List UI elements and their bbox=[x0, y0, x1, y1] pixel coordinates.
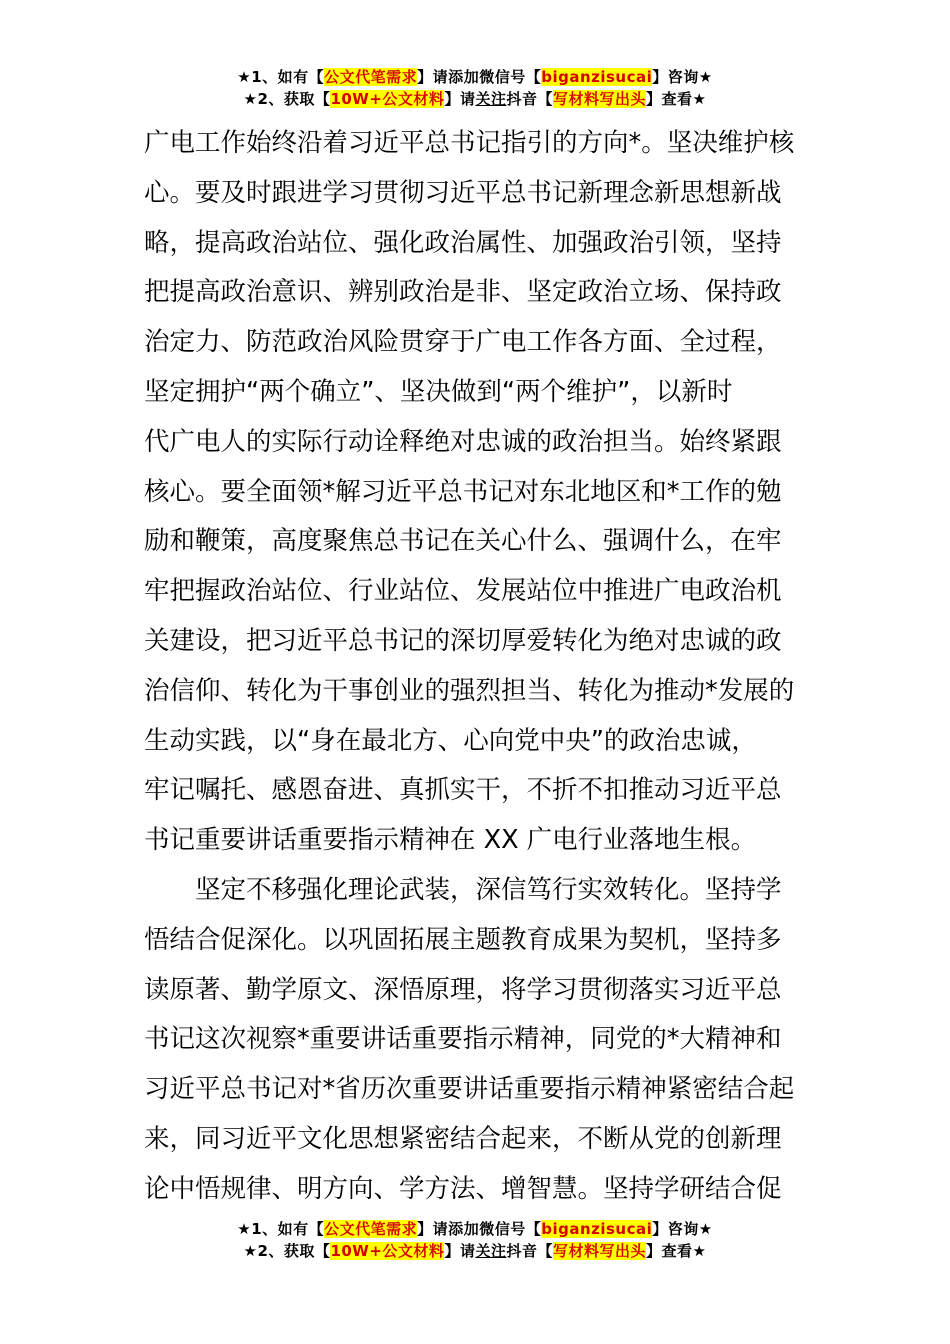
banner-text: ★1、如有【 bbox=[237, 1220, 325, 1238]
banner-text: 】咨询★ bbox=[652, 68, 713, 86]
banner-text: 】咨询★ bbox=[652, 1220, 713, 1238]
highlight-materials: 10W+公文材料 bbox=[330, 90, 445, 108]
body-line: 书记这次视察*重要讲话重要指示精神，同党的*大精神和 bbox=[144, 1024, 782, 1055]
highlight-service: 公文代笔需求 bbox=[324, 1220, 418, 1238]
highlight-douyin: 写材料写出头 bbox=[552, 90, 646, 108]
body-line: 生动实践，以“身在最北方、心向党中央”的政治忠诚， bbox=[144, 725, 757, 756]
banner-text-underlined: 关注 bbox=[475, 1242, 507, 1260]
banner-text: 】查看★ bbox=[646, 90, 707, 108]
body-line: 书记重要讲话重要指示精神在 XX 广电行业落地生根。 bbox=[144, 825, 757, 856]
body-line: 来，同习近平文化思想紧密结合起来，不断从党的创新理 bbox=[144, 1123, 782, 1154]
body-line: 坚定拥护“两个确立”、坚决做到“两个维护”，以新时 bbox=[144, 376, 733, 407]
body-line: 核心。要全面领*解习近平总书记对东北地区和*工作的勉 bbox=[144, 476, 782, 507]
document-body bbox=[144, 119, 808, 1215]
body-line: 治定力、防范政治风险贯穿于广电工作各方面、全过程， bbox=[144, 327, 782, 358]
body-line: 把提高政治意识、辨别政治是非、坚定政治立场、保持政 bbox=[144, 277, 782, 308]
footer-banner bbox=[0, 1218, 950, 1262]
body-line: 牢把握政治站位、行业站位、发展站位中推进广电政治机 bbox=[144, 576, 782, 607]
banner-line-2 bbox=[0, 88, 950, 110]
body-line: 治信仰、转化为干事创业的强烈担当、转化为推动*发展的 bbox=[144, 675, 795, 706]
banner-text: ★1、如有【 bbox=[237, 68, 325, 86]
banner-text: 微信号【 bbox=[479, 68, 542, 86]
banner-text: 】请 bbox=[444, 1242, 476, 1260]
banner-text: 抖音【 bbox=[506, 90, 553, 108]
banner-text-underlined: 关注 bbox=[475, 90, 507, 108]
banner-line-1 bbox=[0, 1218, 950, 1240]
body-line: 略，提高政治站位、强化政治属性、加强政治引领，坚持 bbox=[144, 227, 782, 258]
highlight-service: 公文代笔需求 bbox=[324, 68, 418, 86]
body-line: 广电工作始终沿着习近平总书记指引的方向*。坚决维护核 bbox=[144, 128, 795, 158]
banner-text: 微信号【 bbox=[479, 1220, 542, 1238]
header-banner bbox=[0, 66, 950, 110]
banner-text: ★2、获取【 bbox=[243, 1242, 331, 1260]
banner-text: 】请添 bbox=[417, 68, 464, 86]
highlight-wechat-id: biganzisucai bbox=[541, 1220, 653, 1238]
body-line: 代广电人的实际行动诠释绝对忠诚的政治担当。始终紧跟 bbox=[144, 426, 782, 457]
highlight-wechat-id: biganzisucai bbox=[541, 68, 653, 86]
banner-text: 】请 bbox=[444, 90, 476, 108]
banner-line-1 bbox=[0, 66, 950, 88]
banner-text: 加 bbox=[463, 68, 480, 86]
body-line: 牢记嘱托、感恩奋进、真抓实干，不折不扣推动习近平总 bbox=[144, 775, 782, 806]
body-line: 关建设，把习近平总书记的深切厚爱转化为绝对忠诚的政 bbox=[144, 625, 782, 656]
body-line: 心。要及时跟进学习贯彻习近平总书记新理念新思想新战 bbox=[144, 177, 782, 208]
banner-text: 加 bbox=[463, 1220, 480, 1238]
body-line: 习近平总书记对*省历次重要讲话重要指示精神紧密结合起 bbox=[144, 1074, 795, 1105]
highlight-materials: 10W+公文材料 bbox=[330, 1242, 445, 1260]
banner-text: 】查看★ bbox=[646, 1242, 707, 1260]
body-line: 悟结合促深化。以巩固拓展主题教育成果为契机，坚持多 bbox=[144, 924, 782, 955]
banner-text: ★2、获取【 bbox=[243, 90, 331, 108]
body-line: 论中悟规律、明方向、学方法、增智慧。坚持学研结合促 bbox=[144, 1173, 782, 1204]
banner-text: 】请添 bbox=[417, 1220, 464, 1238]
paragraph-start-line: 坚定不移强化理论武装，深信笃行实效转化。坚持学 bbox=[195, 874, 782, 905]
banner-line-2 bbox=[0, 1240, 950, 1262]
body-line: 读原著、勤学原文、深悟原理，将学习贯彻落实习近平总 bbox=[144, 974, 782, 1005]
highlight-douyin: 写材料写出头 bbox=[552, 1242, 646, 1260]
body-line: 励和鞭策，高度聚焦总书记在关心什么、强调什么，在牢 bbox=[144, 526, 782, 557]
banner-text: 抖音【 bbox=[506, 1242, 553, 1260]
